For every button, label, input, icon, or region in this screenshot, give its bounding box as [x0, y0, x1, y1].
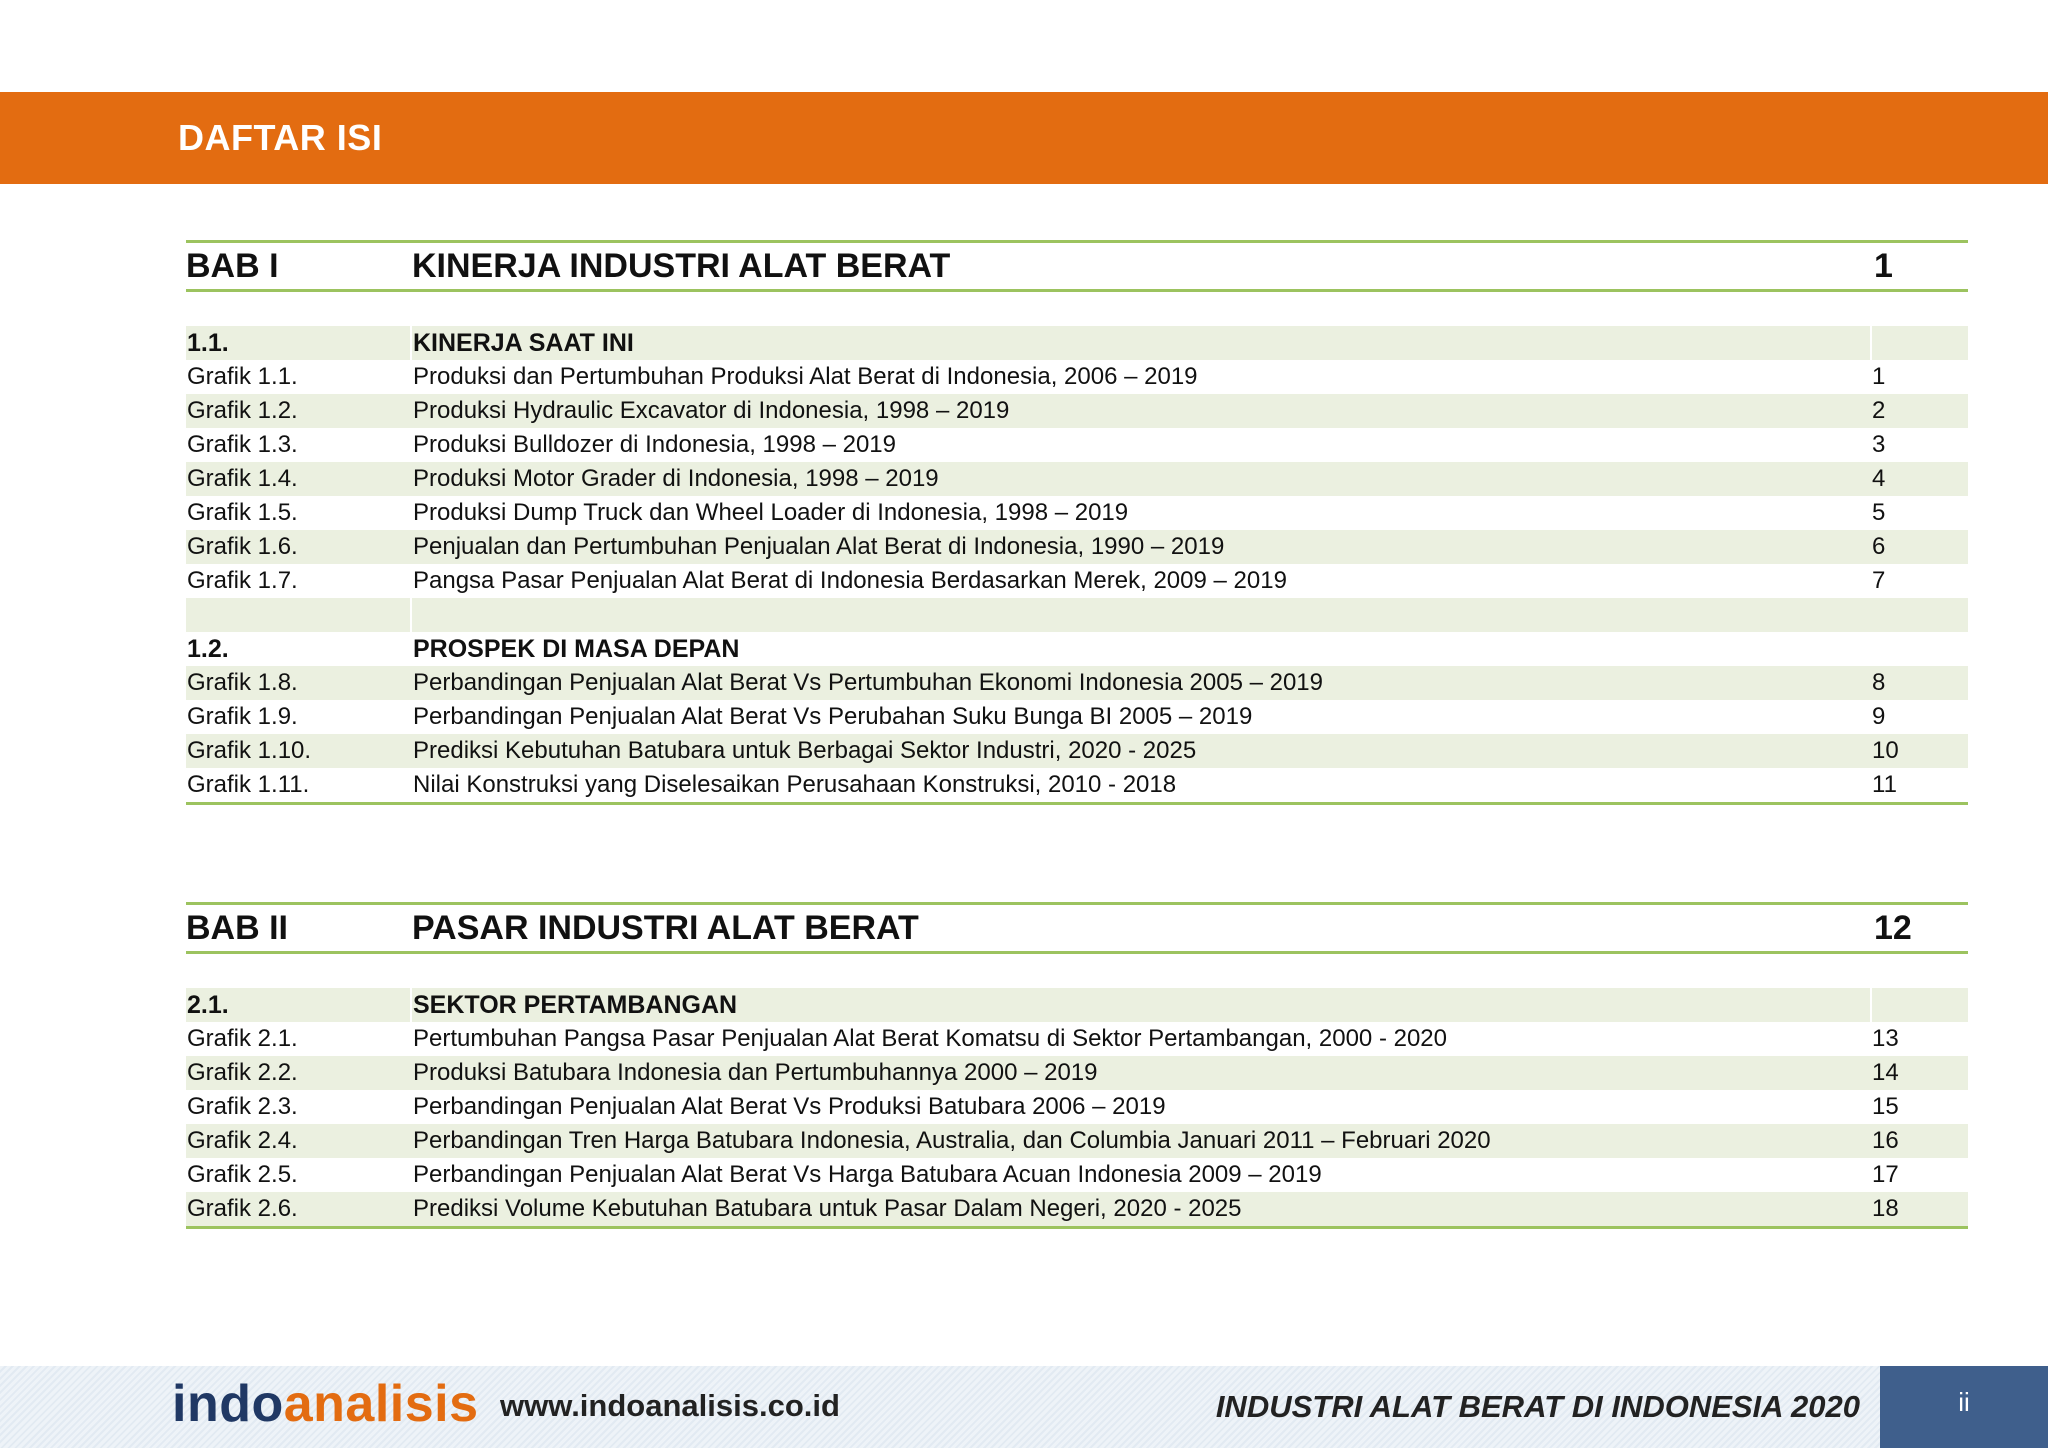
toc-entry[interactable] — [186, 1022, 1968, 1056]
entry-label: Grafik 1.6. — [187, 533, 298, 560]
chapter-title: PASAR INDUSTRI ALAT BERAT — [412, 909, 919, 947]
entry-label: Grafik 2.4. — [187, 1127, 298, 1154]
section-heading[interactable] — [186, 632, 1968, 666]
entry-label: Grafik 1.5. — [187, 499, 298, 526]
chapter-page: 1 — [1874, 247, 1893, 285]
toc-entry[interactable] — [186, 734, 1968, 768]
toc-entry[interactable] — [186, 496, 1968, 530]
entry-label: Grafik 1.7. — [187, 567, 298, 594]
toc-entry[interactable] — [186, 1090, 1968, 1124]
entry-page: 2 — [1872, 397, 1886, 424]
chapter-label: BAB I — [186, 247, 279, 285]
website-link[interactable]: www.indoanalisis.co.id — [500, 1388, 840, 1423]
toc-entry[interactable] — [186, 428, 1968, 462]
section-number: 1.2. — [187, 635, 229, 663]
entry-label: Grafik 1.8. — [187, 669, 298, 696]
entry-page: 3 — [1872, 431, 1886, 458]
entry-label: Grafik 2.1. — [187, 1025, 298, 1052]
report-title: INDUSTRI ALAT BERAT DI INDONESIA 2020 — [1215, 1389, 1860, 1424]
toc-entry[interactable] — [186, 462, 1968, 496]
chapter-title: KINERJA INDUSTRI ALAT BERAT — [412, 247, 951, 285]
toc-entry[interactable] — [186, 1192, 1968, 1229]
toc-entry[interactable] — [186, 666, 1968, 700]
entry-page: 9 — [1872, 703, 1886, 730]
entry-page: 14 — [1872, 1059, 1899, 1086]
entry-title: Pertumbuhan Pangsa Pasar Penjualan Alat Berat Komatsu di Sektor Pertambangan, 2000 - 2020 — [413, 1025, 1447, 1052]
entry-title: Produksi Dump Truck dan Wheel Loader di Indonesia, 1998 – 2019 — [413, 499, 1129, 526]
page-number: ii — [1958, 1387, 1970, 1417]
entry-label: Grafik 2.3. — [187, 1093, 298, 1120]
logo-text-analisis: analisis — [283, 1375, 479, 1433]
entry-title: Perbandingan Penjualan Alat Berat Vs Harga Batubara Acuan Indonesia 2009 – 2019 — [413, 1161, 1322, 1188]
entry-page: 8 — [1872, 669, 1886, 696]
entry-title: Produksi Bulldozer di Indonesia, 1998 – 2019 — [413, 431, 896, 458]
page-number-box — [1880, 1366, 2048, 1448]
entry-page: 17 — [1872, 1161, 1899, 1188]
entry-title: Prediksi Volume Kebutuhan Batubara untuk Pasar Dalam Negeri, 2020 - 2025 — [413, 1195, 1242, 1222]
entry-page: 16 — [1872, 1127, 1899, 1154]
entry-page: 10 — [1872, 737, 1899, 764]
entry-label: Grafik 1.1. — [187, 363, 298, 390]
entry-page: 5 — [1872, 499, 1886, 526]
entry-title: Produksi dan Pertumbuhan Produksi Alat Berat di Indonesia, 2006 – 2019 — [413, 363, 1198, 390]
entry-page: 11 — [1872, 771, 1897, 798]
entry-title: Produksi Hydraulic Excavator di Indonesia, 1998 – 2019 — [413, 397, 1010, 424]
entry-title: Perbandingan Tren Harga Batubara Indonesia, Australia, dan Columbia Januari 2011 – Februari 2020 — [413, 1127, 1491, 1154]
section-heading[interactable] — [186, 988, 1968, 1022]
entry-page: 13 — [1872, 1025, 1899, 1052]
toc-entry[interactable] — [186, 1158, 1968, 1192]
toc-entry[interactable] — [186, 768, 1968, 805]
spacer-row — [186, 598, 1968, 632]
entry-label: Grafik 2.6. — [187, 1195, 298, 1222]
entry-page: 7 — [1872, 567, 1886, 594]
header-band — [0, 92, 2048, 184]
entry-title: Produksi Batubara Indonesia dan Pertumbuhannya 2000 – 2019 — [413, 1059, 1098, 1086]
entry-label: Grafik 1.9. — [187, 703, 298, 730]
toc-entry[interactable] — [186, 1056, 1968, 1090]
entry-title: Nilai Konstruksi yang Diselesaikan Perusahaan Konstruksi, 2010 - 2018 — [413, 771, 1177, 798]
chapter-block-1 — [186, 240, 1968, 805]
section-number: 2.1. — [187, 991, 229, 1019]
toc-entry[interactable] — [186, 394, 1968, 428]
entry-page: 4 — [1872, 465, 1886, 492]
chapter-page: 12 — [1874, 909, 1912, 947]
entry-label: Grafik 1.2. — [187, 397, 298, 424]
section-number: 1.1. — [187, 329, 229, 357]
indoanalisis-logo[interactable] — [172, 1374, 479, 1434]
section-title: KINERJA SAAT INI — [413, 329, 634, 357]
entry-label: Grafik 2.2. — [187, 1059, 298, 1086]
entry-page: 15 — [1872, 1093, 1899, 1120]
section-heading[interactable] — [186, 326, 1968, 360]
section-title: PROSPEK DI MASA DEPAN — [413, 635, 740, 663]
toc-entry[interactable] — [186, 360, 1968, 394]
toc-entry[interactable] — [186, 1124, 1968, 1158]
entry-title: Prediksi Kebutuhan Batubara untuk Berbagai Sektor Industri, 2020 - 2025 — [413, 737, 1197, 764]
entry-label: Grafik 1.11. — [187, 771, 310, 798]
chapter-heading[interactable] — [186, 240, 1968, 292]
chapter-heading[interactable] — [186, 902, 1968, 954]
entry-title: Perbandingan Penjualan Alat Berat Vs Pertumbuhan Ekonomi Indonesia 2005 – 2019 — [413, 669, 1323, 696]
chapter-block-2 — [186, 902, 1968, 1229]
toc-entry[interactable] — [186, 530, 1968, 564]
entry-title: Pangsa Pasar Penjualan Alat Berat di Indonesia Berdasarkan Merek, 2009 – 2019 — [413, 567, 1287, 594]
entry-title: Perbandingan Penjualan Alat Berat Vs Produksi Batubara 2006 – 2019 — [413, 1093, 1166, 1120]
page-title: DAFTAR ISI — [178, 117, 383, 158]
entry-label: Grafik 1.4. — [187, 465, 298, 492]
entry-title: Perbandingan Penjualan Alat Berat Vs Perubahan Suku Bunga BI 2005 – 2019 — [413, 703, 1253, 730]
section-title: SEKTOR PERTAMBANGAN — [413, 991, 738, 1019]
toc-entry[interactable] — [186, 564, 1968, 598]
entry-title: Penjualan dan Pertumbuhan Penjualan Alat Berat di Indonesia, 1990 – 2019 — [413, 533, 1225, 560]
entry-page: 6 — [1872, 533, 1886, 560]
entry-page: 18 — [1872, 1195, 1899, 1222]
footer-bar — [0, 1366, 2048, 1448]
entry-label: Grafik 2.5. — [187, 1161, 298, 1188]
entry-label: Grafik 1.3. — [187, 431, 298, 458]
chapter-label: BAB II — [186, 909, 288, 947]
toc-entry[interactable] — [186, 700, 1968, 734]
entry-label: Grafik 1.10. — [187, 737, 312, 764]
entry-page: 1 — [1872, 363, 1886, 390]
logo-text-indo: indo — [172, 1375, 284, 1433]
entry-title: Produksi Motor Grader di Indonesia, 1998 – 2019 — [413, 465, 939, 492]
